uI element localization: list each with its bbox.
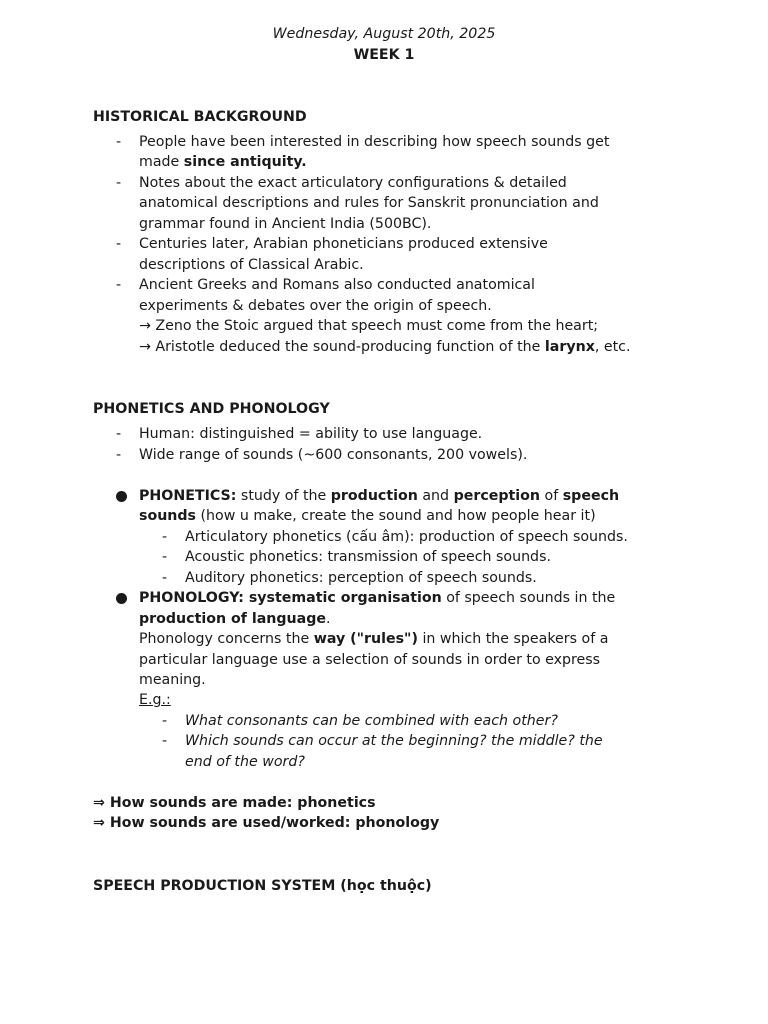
example-item-text: What consonants can be combined with each other? [185,713,558,729]
list-item-text: Ancient Greeks and Romans also conducted anatomical [139,277,535,293]
list-dash: - [162,713,168,729]
list-dash: - [162,733,168,749]
bullet-text-phonology-cont: production of language. [139,611,331,627]
list-dash: - [116,277,122,293]
list-dash: - [116,175,122,191]
paragraph-text: Phonology concerns the way ("rules") in which the speakers of a [139,631,609,647]
paragraph-text: meaning. [139,672,206,688]
document-date: Wednesday, August 20th, 2025 [272,26,496,42]
list-dash: - [116,134,122,150]
list-item-text: descriptions of Classical Arabic. [139,257,364,273]
list-dash: - [116,426,122,442]
bullet-text-phonetics: PHONETICS: study of the production and perception of speech [139,488,620,504]
bullet-dot-icon [116,593,127,604]
section-heading-historical: HISTORICAL BACKGROUND [93,109,307,125]
summary-line-phonology: ⇒ How sounds are used/worked: phonology [93,815,440,831]
list-dash: - [116,236,122,252]
list-item-text: made since antiquity. [139,154,307,170]
emphasis: since antiquity. [183,154,307,170]
emphasis: larynx [544,339,595,355]
example-item-text: Which sounds can occur at the beginning? the middle? the [185,733,603,749]
example-label: E.g.: [139,692,171,708]
section-heading-phonetics-phonology: PHONETICS AND PHONOLOGY [93,401,330,417]
paragraph-text: particular language use a selection of sounds in order to express [139,652,601,668]
list-item-text: → Zeno the Stoic argued that speech must come from the heart; [139,318,599,334]
bullet-text-phonology: PHONOLOGY: systematic organisation of speech sounds in the [139,590,616,606]
list-dash: - [162,529,168,545]
list-item-text: Notes about the exact articulatory configurations & detailed [139,175,567,191]
list-item-text: → Aristotle deduced the sound-producing function of the larynx, etc. [139,339,631,355]
section-heading-speech-production: SPEECH PRODUCTION SYSTEM (học thuộc) [93,878,432,894]
list-dash: - [116,447,122,463]
bullet-dot-icon [116,491,127,502]
list-dash: - [162,570,168,586]
list-item-text: grammar found in Ancient India (500BC). [139,216,432,232]
week-title: WEEK 1 [353,47,415,63]
example-item-text: end of the word? [185,754,305,770]
summary-line-phonetics: ⇒ How sounds are made: phonetics [93,795,376,811]
sub-item-text: Acoustic phonetics: transmission of speech sounds. [185,549,551,565]
list-item-text: anatomical descriptions and rules for Sanskrit pronunciation and [139,195,599,211]
list-item-text: People have been interested in describing how speech sounds get [139,134,610,150]
list-item-text: experiments & debates over the origin of speech. [139,298,492,314]
sub-item-text: Auditory phonetics: perception of speech sounds. [185,570,537,586]
list-item-text: Wide range of sounds (~600 consonants, 200 vowels). [139,447,528,463]
list-item-text: Human: distinguished = ability to use language. [139,426,483,442]
list-dash: - [162,549,168,565]
bullet-text-phonetics-cont: sounds (how u make, create the sound and how people hear it) [139,508,596,524]
sub-item-text: Articulatory phonetics (cấu âm): production of speech sounds. [185,529,628,545]
list-item-text: Centuries later, Arabian phoneticians produced extensive [139,236,548,252]
